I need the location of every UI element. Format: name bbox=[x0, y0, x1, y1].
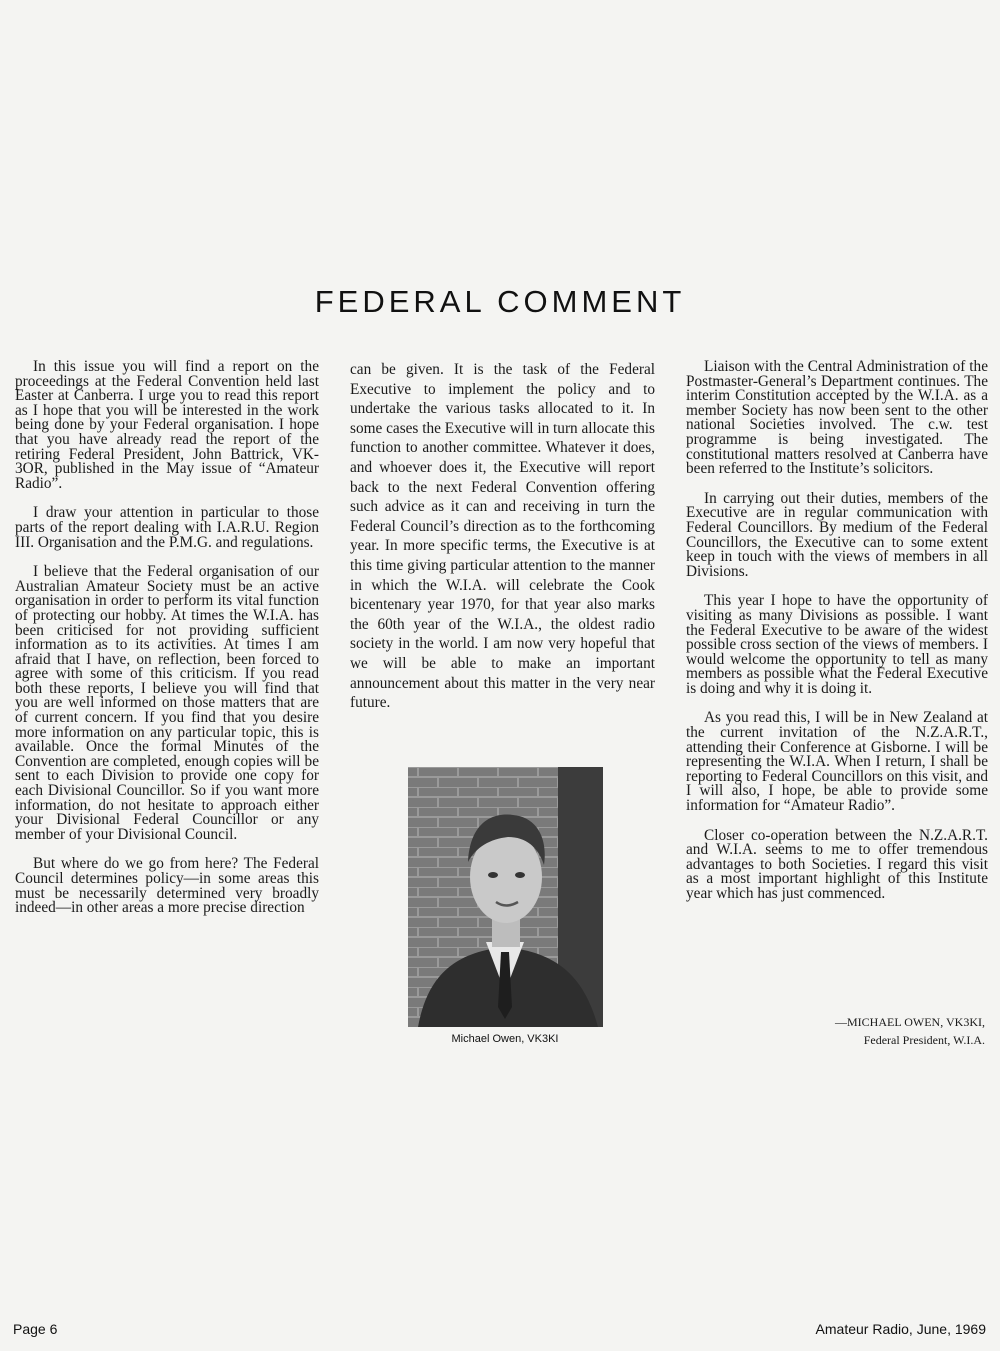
photo-caption: Michael Owen, VK3KI bbox=[451, 1033, 559, 1045]
signature-name: —MICHAEL OWEN, VK3KI, bbox=[835, 1015, 985, 1029]
signature-role: Federal President, W.I.A. bbox=[863, 1033, 985, 1047]
article-column-2 bbox=[350, 360, 655, 728]
paragraph: Closer co-operation between the N.Z.A.R.T. and W.I.A. seems to me to offer tremendous advantages to both Societies. I regard this visit as a most important highlight of this Institute year which has just commenced. bbox=[686, 826, 988, 902]
article-column-3 bbox=[686, 360, 988, 917]
paragraph: In carrying out their duties, members of the Executive are in regular communication with Federal Councillors. By medium of the Federal Councillors, the Executive can to some extent keep in touch with the views of members in all Divisions. bbox=[686, 489, 988, 580]
paragraph: Liaison with the Central Administration of the Postmaster-General’s Department continues. The interim Constitution accepted by the W.I.A. as a member Society has now been sent to the other national Societies involved. The c.w. test programme is being investigated. The constitutional matters resolved at Canberra have been referred to the Institute’s solicitors. bbox=[686, 358, 988, 478]
paragraph: I believe that the Federal organisation of our Australian Amateur Society must be an active organisation in order to perform its vital function of protecting our hobby. At times the W.I.A. has been criticised for not providing sufficient information as to its activities. At times I am afraid that I have, on reflection, been forced to agree with some of this criticism. If you read both these reports, I believe you will find that you are well informed on those matters that are of current concern. If you find that you desire more information on any particular topic, this is available. Once the formal Minutes of the Convention are completed, enough copies will be sent to each Division to provide one copy for each Divisional Councillor. So if you want more information, do not hesitate to approach either your Divisional Federal Councillor or any member of your Divisional Council. bbox=[15, 563, 319, 843]
paragraph: can be given. It is the task of the Federal Executive to implement the policy and to undertake the various tasks allocated to it. In some cases the Executive will in turn allocate this function to another committee. Whatever it does, and whoever does it, the Executive will report back to the next Federal Convention offering such advice as it can and receiving in turn the Federal Council’s direction as to the forthcoming year. In more specific terms, the Executive is at this time giving particular attention to the manner in which the W.I.A. will celebrate the Cook bicentenary year 1970, for that year also marks the 60th year of the W.I.A., the oldest radio society in the world. I am now very hopeful that we will be able to make an important announcement about this matter in the very near future. bbox=[350, 361, 655, 712]
paragraph: But where do we go from here? The Federal Council determines policy—in some areas this must be necessarily determined very broadly indeed—in other areas a more precise direction bbox=[15, 855, 319, 917]
signature-block bbox=[835, 1013, 985, 1049]
paragraph: I draw your attention in particular to those parts of the report dealing with I.A.R.U. Region III. Organisation and the P.M.G. and regulations. bbox=[15, 504, 319, 551]
paragraph: This year I hope to have the opportunity of visiting as many Divisions as possible. I want the Federal Executive to be aware of the widest possible cross section of the views of members. I would welcome the opportunity to tell as many members as possible what the Federal Executive is doing and why it is doing it. bbox=[686, 592, 988, 697]
publication-footer: Amateur Radio, June, 1969 bbox=[815, 1321, 986, 1337]
page-title: FEDERAL COMMENT bbox=[314, 284, 686, 319]
paragraph: As you read this, I will be in New Zealand at the current invitation of the N.Z.A.R.T., attending their Conference at Gisborne. I will be representing the W.I.A. When I return, I shall be reporting to Federal Councillors on this visit, and I will also, I hope, be able to provide some information for “Amateur Radio”. bbox=[686, 709, 988, 815]
article-column-1 bbox=[15, 360, 319, 931]
page-number: Page 6 bbox=[13, 1321, 58, 1337]
portrait-photo bbox=[408, 767, 603, 1027]
paragraph: In this issue you will find a report on the proceedings at the Federal Convention held last Easter at Canberra. I urge you to read this report as I hope that you will be interested in the work being done by your Federal organisation. I hope that you have already read the report of the retiring Federal President, John Battrick, VK-3OR, published in the May issue of “Amateur Radio”. bbox=[15, 358, 319, 492]
